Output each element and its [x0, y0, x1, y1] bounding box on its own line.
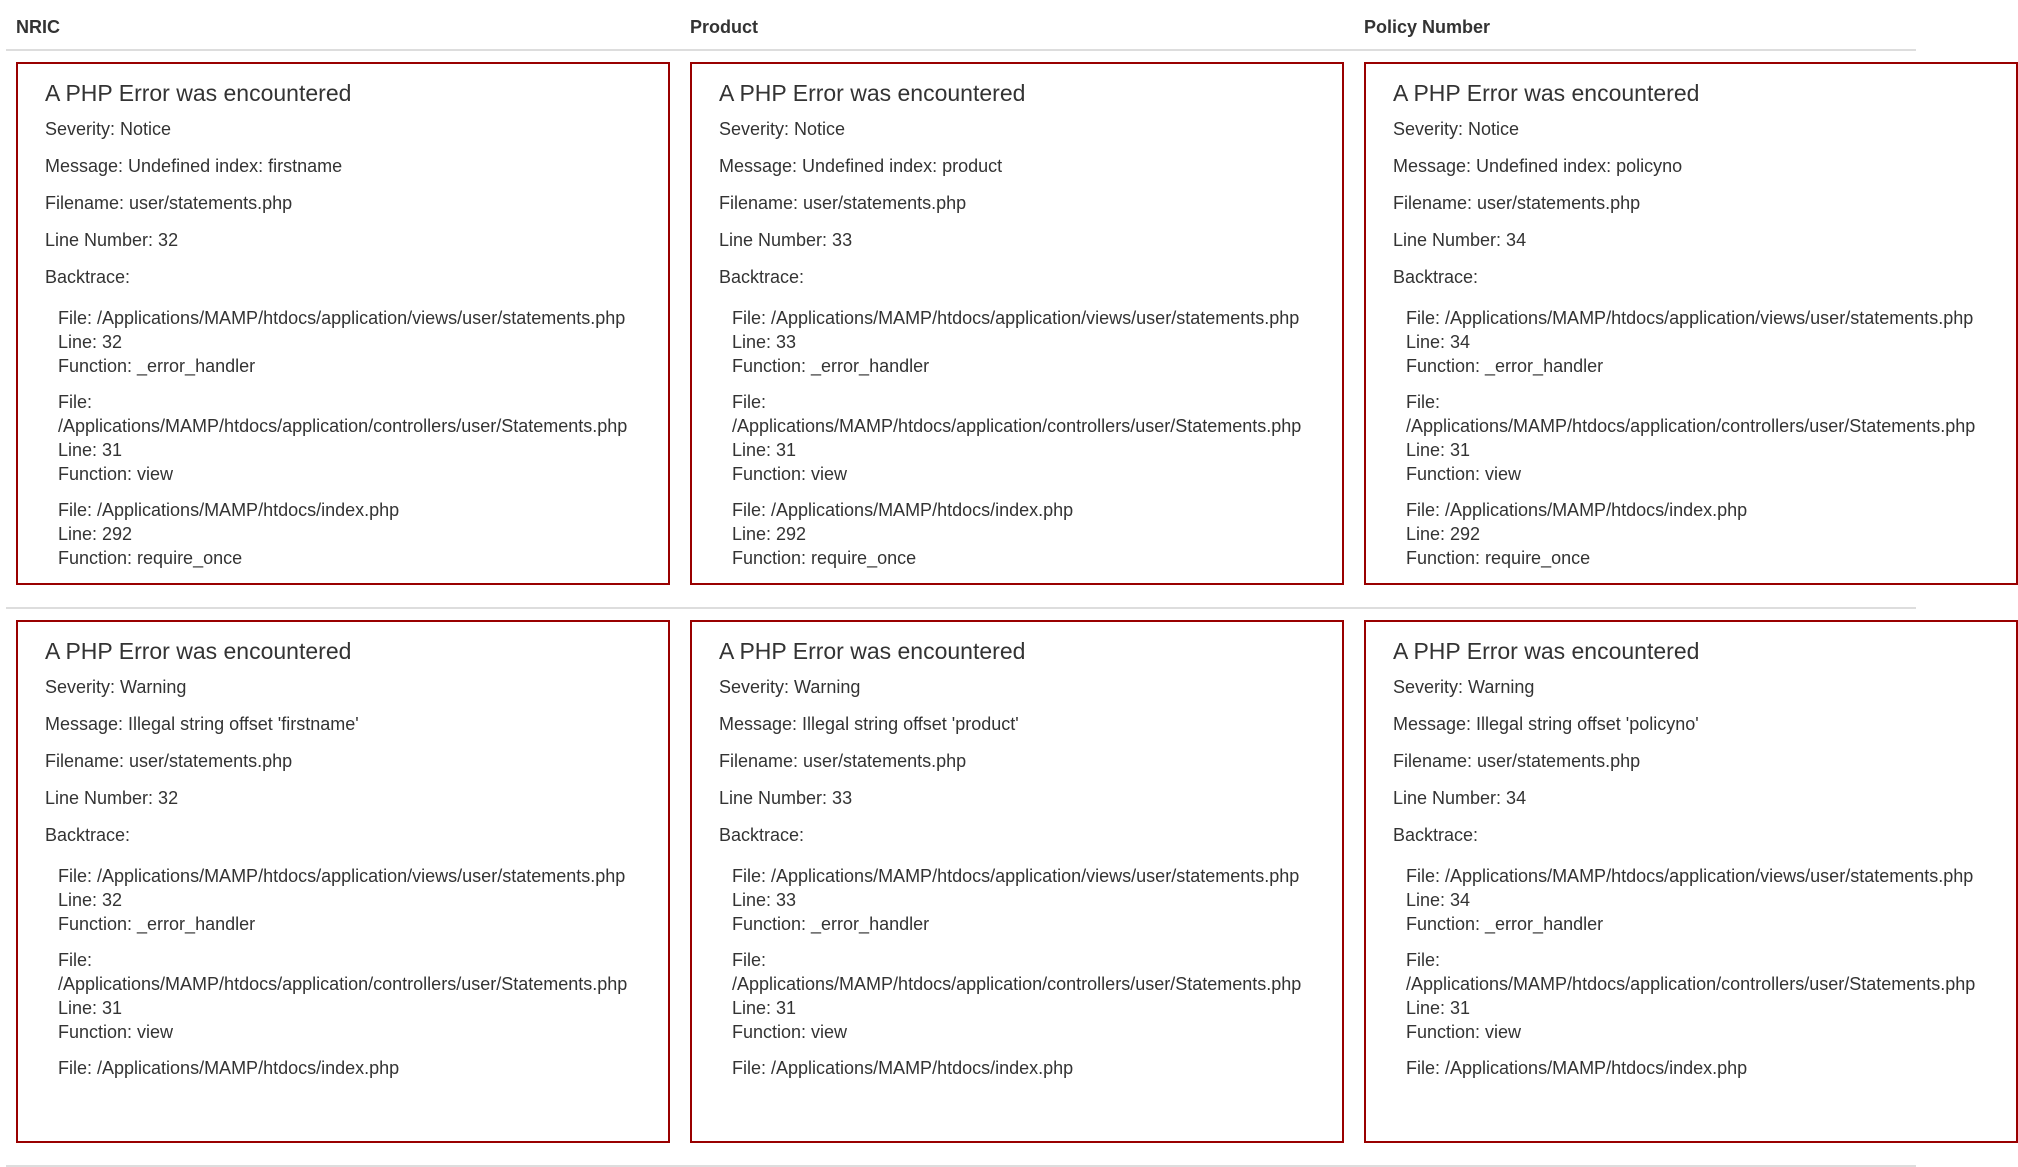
backtrace-list	[58, 306, 668, 570]
backtrace-frame	[1406, 498, 2016, 570]
table-header-row	[6, 0, 1916, 51]
frame-function: Function: _error_handler	[58, 914, 256, 934]
frame-line: Line: 31	[732, 440, 797, 460]
frame-file: File: /Applications/MAMP/htdocs/index.php	[732, 500, 1074, 520]
frame-line: Line: 31	[732, 998, 797, 1018]
frame-file: File: /Applications/MAMP/htdocs/index.php	[732, 1058, 1074, 1078]
error-severity: Severity: Warning	[45, 677, 187, 697]
frame-function: Function: require_once	[732, 548, 917, 568]
frame-file-path: /Applications/MAMP/htdocs/application/controllers/user/Statements.php	[732, 974, 1302, 994]
backtrace-frame	[58, 864, 668, 936]
backtrace-frame	[1406, 306, 2016, 378]
error-filename: Filename: user/statements.php	[719, 193, 967, 213]
frame-file: File: /Applications/MAMP/htdocs/index.php	[1406, 500, 1748, 520]
backtrace-frame	[732, 306, 1342, 378]
backtrace-frame	[1406, 948, 2016, 1044]
frame-file: File:	[732, 392, 767, 412]
error-severity: Severity: Warning	[719, 677, 861, 697]
error-severity: Severity: Notice	[1393, 119, 1520, 139]
frame-line: Line: 31	[58, 998, 123, 1018]
backtrace-frame	[1406, 864, 2016, 936]
php-error-box	[16, 620, 670, 1143]
backtrace-label: Backtrace:	[1393, 267, 1479, 287]
frame-line: Line: 33	[732, 890, 797, 910]
backtrace-list	[1406, 864, 2016, 1080]
frame-file: File: /Applications/MAMP/htdocs/application/views/user/statements.php	[58, 866, 626, 886]
backtrace-list	[1406, 306, 2016, 570]
backtrace-frame	[58, 390, 668, 486]
backtrace-frame	[58, 498, 668, 570]
frame-file-path: /Applications/MAMP/htdocs/application/controllers/user/Statements.php	[1406, 416, 1976, 436]
php-error-box	[690, 620, 1344, 1143]
backtrace-frame	[732, 948, 1342, 1044]
frame-function: Function: view	[58, 464, 174, 484]
backtrace-frame	[732, 1056, 1342, 1080]
frame-file: File:	[1406, 950, 1441, 970]
frame-file-path: /Applications/MAMP/htdocs/application/controllers/user/Statements.php	[1406, 974, 1976, 994]
frame-file: File:	[58, 950, 93, 970]
backtrace-frame	[58, 1056, 668, 1080]
error-filename: Filename: user/statements.php	[1393, 193, 1641, 213]
table-row	[6, 609, 1976, 1167]
backtrace-label: Backtrace:	[45, 267, 131, 287]
error-title: A PHP Error was encountered	[45, 638, 352, 664]
frame-file-path: /Applications/MAMP/htdocs/application/controllers/user/Statements.php	[732, 416, 1302, 436]
php-error-box	[1364, 620, 2018, 1143]
error-title: A PHP Error was encountered	[1393, 80, 1700, 106]
backtrace-frame	[58, 948, 668, 1044]
frame-line: Line: 292	[58, 524, 133, 544]
error-title: A PHP Error was encountered	[45, 80, 352, 106]
backtrace-frame	[58, 306, 668, 378]
error-title: A PHP Error was encountered	[719, 80, 1026, 106]
error-filename: Filename: user/statements.php	[1393, 751, 1641, 771]
error-filename: Filename: user/statements.php	[45, 751, 293, 771]
backtrace-frame	[732, 390, 1342, 486]
frame-function: Function: _error_handler	[732, 356, 930, 376]
error-message: Message: Illegal string offset 'firstname'	[45, 714, 359, 734]
error-line-number: Line Number: 32	[45, 788, 179, 808]
error-severity: Severity: Notice	[45, 119, 172, 139]
frame-line: Line: 31	[58, 440, 123, 460]
backtrace-frame	[1406, 390, 2016, 486]
frame-line: Line: 292	[732, 524, 807, 544]
php-error-box	[690, 62, 1344, 585]
error-line-number: Line Number: 34	[1393, 230, 1527, 250]
frame-file: File: /Applications/MAMP/htdocs/application/views/user/statements.php	[1406, 308, 1974, 328]
frame-file: File:	[732, 950, 767, 970]
frame-function: Function: view	[58, 1022, 174, 1042]
frame-function: Function: view	[1406, 464, 1522, 484]
frame-file: File:	[58, 392, 93, 412]
frame-line: Line: 32	[58, 332, 123, 352]
error-line-number: Line Number: 32	[45, 230, 179, 250]
error-message: Message: Undefined index: policyno	[1393, 156, 1683, 176]
error-message: Message: Illegal string offset 'product'	[719, 714, 1019, 734]
error-line-number: Line Number: 33	[719, 230, 853, 250]
frame-file: File: /Applications/MAMP/htdocs/index.php	[58, 500, 400, 520]
column-header-policy-number: Policy Number	[1364, 17, 1491, 37]
frame-file-path: /Applications/MAMP/htdocs/application/controllers/user/Statements.php	[58, 974, 628, 994]
frame-function: Function: view	[732, 1022, 848, 1042]
frame-line: Line: 34	[1406, 890, 1471, 910]
statements-table	[6, 0, 1976, 1167]
backtrace-frame	[732, 864, 1342, 936]
error-title: A PHP Error was encountered	[719, 638, 1026, 664]
backtrace-frame	[1406, 1056, 2016, 1080]
frame-line: Line: 31	[1406, 440, 1471, 460]
frame-line: Line: 33	[732, 332, 797, 352]
frame-function: Function: _error_handler	[1406, 356, 1604, 376]
backtrace-label: Backtrace:	[719, 267, 805, 287]
php-error-box	[1364, 62, 2018, 585]
frame-file: File: /Applications/MAMP/htdocs/application/views/user/statements.php	[732, 308, 1300, 328]
error-severity: Severity: Warning	[1393, 677, 1535, 697]
frame-file-path: /Applications/MAMP/htdocs/application/controllers/user/Statements.php	[58, 416, 628, 436]
error-filename: Filename: user/statements.php	[719, 751, 967, 771]
frame-line: Line: 31	[1406, 998, 1471, 1018]
column-header-product: Product	[690, 17, 759, 37]
column-header-nric: NRIC	[16, 17, 60, 37]
frame-function: Function: view	[1406, 1022, 1522, 1042]
frame-file: File: /Applications/MAMP/htdocs/application/views/user/statements.php	[58, 308, 626, 328]
frame-line: Line: 292	[1406, 524, 1481, 544]
error-title: A PHP Error was encountered	[1393, 638, 1700, 664]
error-line-number: Line Number: 33	[719, 788, 853, 808]
backtrace-list	[732, 864, 1342, 1080]
frame-line: Line: 32	[58, 890, 123, 910]
frame-file: File:	[1406, 392, 1441, 412]
table-row	[6, 51, 1976, 609]
error-line-number: Line Number: 34	[1393, 788, 1527, 808]
frame-file: File: /Applications/MAMP/htdocs/application/views/user/statements.php	[1406, 866, 1974, 886]
backtrace-list	[58, 864, 668, 1080]
backtrace-list	[732, 306, 1342, 570]
error-severity: Severity: Notice	[719, 119, 846, 139]
error-filename: Filename: user/statements.php	[45, 193, 293, 213]
frame-file: File: /Applications/MAMP/htdocs/index.php	[1406, 1058, 1748, 1078]
backtrace-label: Backtrace:	[45, 825, 131, 845]
frame-function: Function: view	[732, 464, 848, 484]
error-message: Message: Undefined index: firstname	[45, 156, 343, 176]
backtrace-label: Backtrace:	[719, 825, 805, 845]
frame-function: Function: _error_handler	[58, 356, 256, 376]
frame-file: File: /Applications/MAMP/htdocs/index.php	[58, 1058, 400, 1078]
frame-file: File: /Applications/MAMP/htdocs/application/views/user/statements.php	[732, 866, 1300, 886]
backtrace-frame	[732, 498, 1342, 570]
frame-function: Function: _error_handler	[732, 914, 930, 934]
php-error-box	[16, 62, 670, 585]
frame-function: Function: require_once	[1406, 548, 1591, 568]
error-message: Message: Undefined index: product	[719, 156, 1003, 176]
error-message: Message: Illegal string offset 'policyno'	[1393, 714, 1699, 734]
frame-function: Function: _error_handler	[1406, 914, 1604, 934]
backtrace-label: Backtrace:	[1393, 825, 1479, 845]
frame-line: Line: 34	[1406, 332, 1471, 352]
frame-function: Function: require_once	[58, 548, 243, 568]
